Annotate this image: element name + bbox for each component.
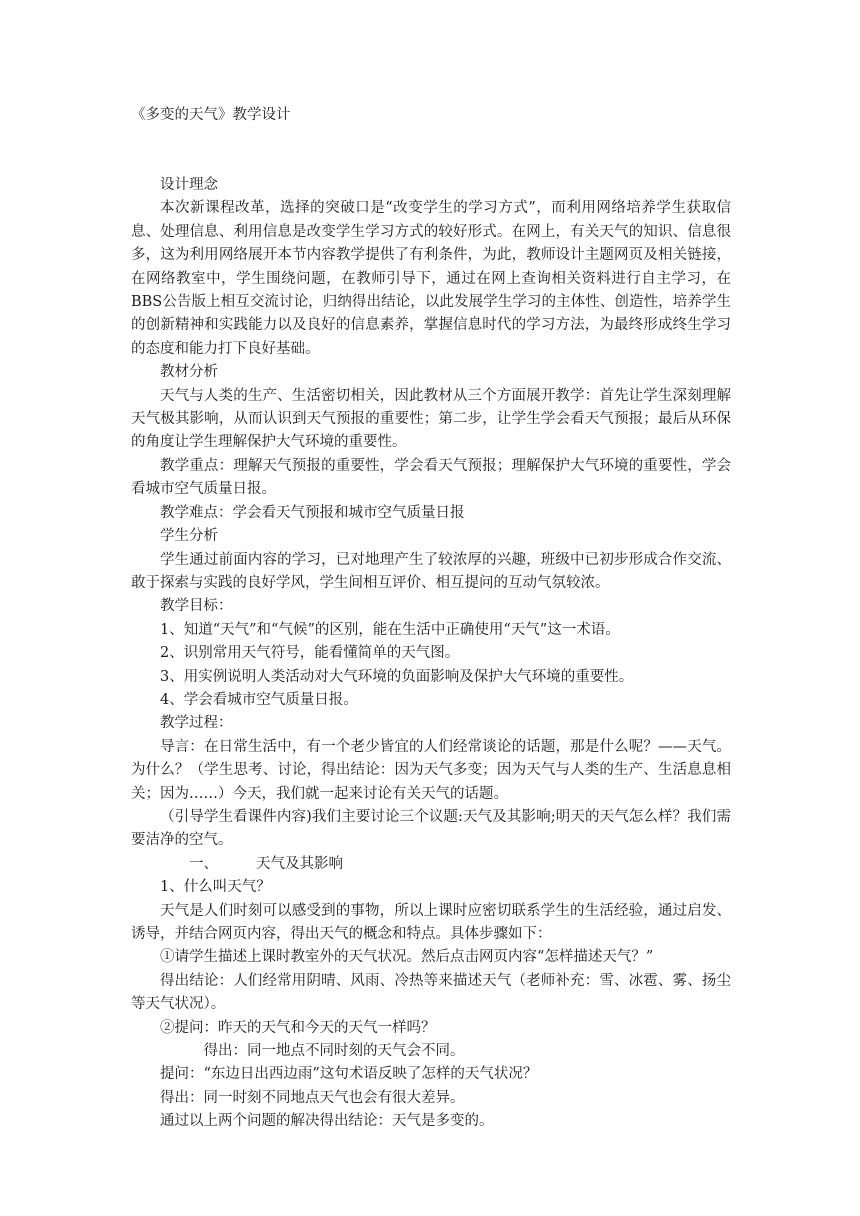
paragraph-textbook-analysis: 天气与人类的生产、生活密切相关，因此教材从三个方面展开教学：首先让学生深刻理解天气极其影响，从而认识到天气预报的重要性；第二步，让学生学会看天气预报；最后从环保的角度让学生理解保护大气环境的重要性。 [131, 387, 731, 451]
heading-textbook-analysis: 教材分析 [160, 364, 218, 381]
paragraph-teaching-difficulty: 教学难点：学会看天气预报和城市空气质量日报 [160, 504, 465, 521]
paragraph-weather-concept: 天气是人们时刻可以感受到的事物，所以上课时应密切联系学生的生活经验，通过启发、诱导，并结合网页内容，得出天气的概念和特点。具体步骤如下： [131, 902, 731, 942]
heading-teaching-goals: 教学目标： [160, 598, 233, 615]
answer-same-time: 得出：同一时刻不同地点天气也会有很大差异。 [160, 1089, 465, 1106]
question-proverb: 提问：“东边日出西边雨”这句术语反映了怎样的天气状况？ [160, 1066, 538, 1083]
goal-item: 4、学会看城市空气质量日报。 [160, 691, 358, 708]
heading-teaching-process: 教学过程： [160, 715, 233, 732]
goal-item: 2、识别常用天气符号，能看懂简单的天气图。 [160, 645, 460, 662]
section-one-heading [131, 853, 731, 876]
answer-same-place: 得出：同一地点不同时刻的天气会不同。 [203, 1043, 465, 1060]
paragraph-guide-courseware: （引导学生看课件内容)我们主要讨论三个议题:天气及其影响;明天的天气怎么样？我们需要洁净的空气。 [131, 808, 731, 849]
section-one-title: 天气及其影响 [256, 855, 343, 872]
heading-design-concept: 设计理念 [160, 177, 218, 193]
paragraph-design-concept: 本次新课程改革，选择的突破口是“改变学生的学习方式”，而利用网络培养学生获取信息、处理信息、利用信息是改变学生学习方式的较好形式。在网上，有关天气的知识、信息很多，这为利用网络展开本节内容教学提供了有利条件，为此，教师设计主题网页及相关链接，在网络教室中，学生围绕问题，在教师引导下，通过在网上查询相关资料进行自主学习，在BBS公告版上相互交流讨论，归纳得出结论，以此发展学生学习的主体性、创造性，培养学生的创新精神和实践能力以及良好的信息素养，掌握信息时代的学习方法，为最终形成终生学习的态度和能力打下良好基础。 [131, 200, 731, 357]
paragraph-conclusion-describe: 得出结论：人们经常用阴晴、风雨、冷热等来描述天气（老师补充：雪、冰雹、雾、扬尘等天气状况）。 [131, 972, 731, 1013]
goal-item: 3、用实例说明人类活动对大气环境的负面影响及保护大气环境的重要性。 [160, 668, 634, 685]
step-two: ②提问：昨天的天气和今天的天气一样吗？ [160, 1019, 436, 1036]
paragraph-final-conclusion: 通过以上两个问题的解决得出结论：天气是多变的。 [160, 1113, 494, 1130]
goal-item: 1、知道“天气”和“气候”的区别，能在生活中正确使用“天气”这一术语。 [160, 621, 620, 638]
section-one-number: 一、 [189, 855, 218, 872]
paragraph-introduction: 导言：在日常生活中，有一个老少皆宜的人们经常谈论的话题，那是什么呢？——天气。为什么？（学生思考、讨论，得出结论：因为天气多变；因为天气与人类的生产、生活息息相关；因为……）今天，我们就一起来讨论有关天气的话题。 [131, 738, 731, 802]
step-one: ①请学生描述上课时教室外的天气状况。然后点击网页内容“怎样描述天气？” [160, 949, 654, 966]
document-title: 《多变的天气》教学设计 [131, 107, 291, 123]
heading-student-analysis: 学生分析 [160, 528, 218, 545]
document-body [131, 174, 731, 1134]
paragraph-student-analysis: 学生通过前面内容的学习，已对地理产生了较浓厚的兴趣，班级中已初步形成合作交流、敢于探索与实践的良好学风，学生间相互评价、相互提问的互动气氛较浓。 [131, 551, 731, 591]
subheading-what-is-weather: 1、什么叫天气？ [160, 879, 271, 896]
paragraph-teaching-focus: 教学重点：理解天气预报的重要性，学会看天气预报；理解保护大气环境的重要性，学会看城市空气质量日报。 [131, 457, 731, 498]
